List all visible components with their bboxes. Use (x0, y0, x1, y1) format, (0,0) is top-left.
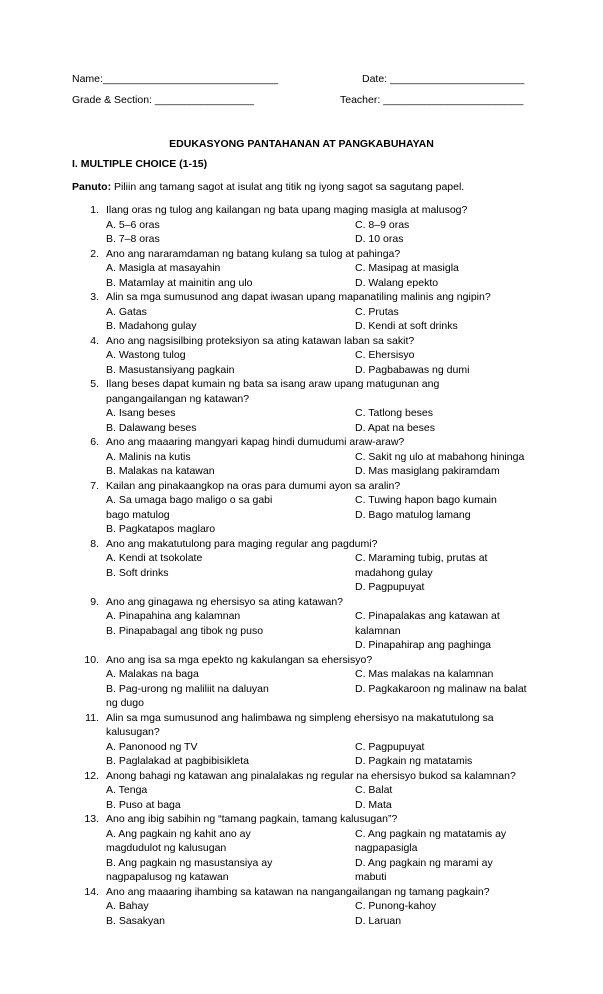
question-text: Ano ang nararamdaman ng batang kulang sa tulog at pahinga? (106, 247, 401, 260)
question-text: Ano ang ibig sabihin ng “tamang pagkain, tamang kalusugan”? (106, 813, 398, 825)
choice-c: C. Ehersisyo (355, 349, 415, 361)
question-number: 14. (84, 885, 99, 898)
choice-d: D. Pagbabawas ng dumi (355, 363, 470, 376)
choice-a: A. Kendi at tsokolate (106, 552, 203, 564)
question-text: Ilang oras ng tulog ang kailangan ng bata upang maging masigla at malusog? (106, 204, 468, 216)
choice-b: B. 7–8 oras (106, 233, 160, 245)
choice-c: kalamnan (355, 624, 401, 637)
question-text: Alin sa mga sumusunod ang halimbawa ng simpleng ehersisyo na makatutulong sa (106, 711, 494, 724)
choice-d: D. Ang pagkain ng marami ay (355, 856, 493, 869)
question-number: 9. (90, 595, 99, 608)
question-number: 2. (90, 247, 99, 260)
choice-a: A. Tenga (106, 784, 148, 796)
teacher-field: Teacher: ________________________ (340, 94, 524, 106)
question-number: 12. (84, 769, 99, 782)
choice-a: A. Bahay (106, 900, 149, 912)
question-number: 4. (90, 334, 99, 347)
choice-a: A. Panonood ng TV (106, 740, 198, 753)
choice-d: D. Walang epekto (355, 276, 439, 289)
choice-c: C. Masipag at masigla (355, 262, 459, 274)
question-text: Ano ang isa sa mga epekto ng kakulangan sa ehersisyo? (106, 653, 373, 666)
section-heading: I. MULTIPLE CHOICE (1-15) (72, 158, 208, 170)
question-number: 11. (85, 711, 99, 724)
name-field: Name:______________________________ (72, 73, 279, 85)
question-text: Ano ang ginagawa ng ehersisyo sa ating katawan? (106, 595, 343, 608)
choice-a: magdudulot ng kalusugan (106, 842, 227, 854)
choice-a: A. Sa umaga bago maligo o sa gabi (106, 494, 273, 506)
choice-c: C. 8–9 oras (355, 218, 410, 231)
choice-b: B. Dalawang beses (106, 421, 197, 434)
question-text: Ano ang nagsisilbing proteksiyon sa ating katawan laban sa sakit? (106, 334, 415, 347)
choice-c: C. Pinapalakas ang katawan at (355, 610, 500, 622)
question-number: 5. (90, 378, 99, 390)
choice-a: A. Masigla at masayahin (106, 262, 221, 274)
choice-d: D. 10 oras (355, 233, 404, 245)
question-text: Ano ang maaaring ihambing sa katawan na nangangailangan ng tamang pagkain? (106, 885, 490, 898)
date-field: Date: _______________________ (362, 73, 525, 85)
choice-b: B. Ang pagkain ng masustansiya ay (106, 856, 273, 869)
choice-a: A. Malinis na kutis (106, 450, 191, 463)
question-text: Kailan ang pinakaangkop na oras para dumumi ayon sa aralin? (106, 479, 401, 492)
choice-d: D. Laruan (355, 914, 402, 927)
choice-c: C. Punong-kahoy (355, 900, 437, 912)
choice-d: mabuti (355, 871, 387, 883)
choice-b: B. Masustansiyang pagkain (106, 363, 235, 376)
question-number: 6. (90, 436, 99, 448)
question-number: 8. (90, 537, 99, 550)
choice-c: C. Mas malakas na kalamnan (355, 668, 494, 680)
choice-c: nagpapasigla (355, 842, 418, 854)
choice-b: B. Matamlay at mainitin ang ulo (106, 276, 253, 289)
question-number: 3. (90, 291, 99, 303)
choice-a: A. Malakas na baga (106, 668, 199, 680)
choice-b: B. Soft drinks (106, 566, 169, 579)
choice-a: A. Wastong tulog (106, 349, 186, 361)
choice-c: C. Sakit ng ulo at mabahong hininga (355, 450, 525, 463)
choice-d: D. Pagkain ng matatamis (355, 755, 473, 767)
question-number: 7. (90, 479, 99, 492)
choice-d: D. Bago matulog lamang (355, 508, 471, 521)
instructions-label: Panuto: (72, 181, 112, 193)
choice-b: B. Malakas na katawan (106, 465, 215, 477)
choice-b: B. Sasakyan (106, 914, 165, 927)
question-number: 13. (84, 813, 99, 825)
choice-b: B. Madahong gulay (106, 320, 197, 332)
instructions-text: Piliin ang tamang sagot at isulat ang titik ng iyong sagot sa sagutang papel. (111, 181, 465, 193)
question-text: Ilang beses dapat kumain ng bata sa isang araw upang matugunan ang (106, 378, 440, 390)
choice-b: B. Pagkatapos maglaro (106, 523, 216, 535)
question-number: 1. (90, 204, 99, 216)
choice-c: C. Pagpupuyat (355, 740, 425, 753)
question-number: 10. (84, 653, 99, 666)
choice-d: D. Kendi at soft drinks (355, 320, 458, 332)
choice-a: A. 5–6 oras (106, 218, 160, 231)
choice-c: madahong gulay (355, 566, 433, 579)
question-text: Ano ang makatutulong para maging regular ang pagdumi? (106, 537, 378, 550)
choice-c: C. Ang pagkain ng matatamis ay (355, 827, 507, 840)
question-text: Alin sa mga sumusunod ang dapat iwasan upang mapanatiling malinis ang ngipin? (106, 291, 491, 303)
choice-d: D. Pagpupuyat (355, 581, 425, 593)
choice-a: A. Pinapahina ang kalamnan (106, 610, 241, 622)
choice-b: B. Pinapabagal ang tibok ng puso (106, 624, 264, 637)
choice-c: C. Maraming tubig, prutas at (355, 552, 488, 564)
choice-d: D. Mata (355, 798, 392, 811)
choice-c: C. Prutas (355, 305, 399, 318)
choice-b: ng dugo (106, 697, 144, 709)
choice-d: D. Pagkakaroon ng malinaw na balat (355, 682, 527, 695)
question-text: Ano ang maaaring mangyari kapag hindi dumudumi araw-araw? (106, 436, 405, 448)
choice-b: B. Paglalakad at pagbibisikleta (106, 755, 250, 767)
grade-section-field: Grade & Section: _________________ (72, 94, 255, 106)
choice-b: nagpapalusog ng katawan (106, 871, 229, 883)
choice-b: B. Pag-urong ng maliliit na daluyan (106, 682, 269, 695)
choice-d: D. Pinapahirap ang paghinga (355, 639, 492, 651)
instructions (72, 180, 464, 194)
choice-a: A. Ang pagkain ng kahit ano ay (106, 827, 251, 840)
page-title: EDUKASYONG PANTAHANAN AT PANGKABUHAYAN (169, 138, 434, 150)
question-text: kalusugan? (106, 726, 160, 738)
choice-a: A. Gatas (106, 305, 147, 318)
question-text: pangangailangan ng katawan? (106, 392, 250, 405)
choice-a: A. Isang beses (106, 407, 176, 419)
question-text: Anong bahagi ng katawan ang pinalalakas ng regular na ehersisyo bukod sa kalamnan? (106, 769, 516, 782)
choice-b: B. Puso at baga (106, 798, 181, 811)
choice-a: bago matulog (106, 508, 170, 521)
choice-d: D. Apat na beses (355, 421, 435, 434)
choice-c: C. Balat (355, 784, 393, 796)
choice-c: C. Tuwing hapon bago kumain (355, 494, 497, 506)
choice-c: C. Tatlong beses (355, 407, 434, 419)
choice-d: D. Mas masiglang pakiramdam (355, 465, 500, 477)
